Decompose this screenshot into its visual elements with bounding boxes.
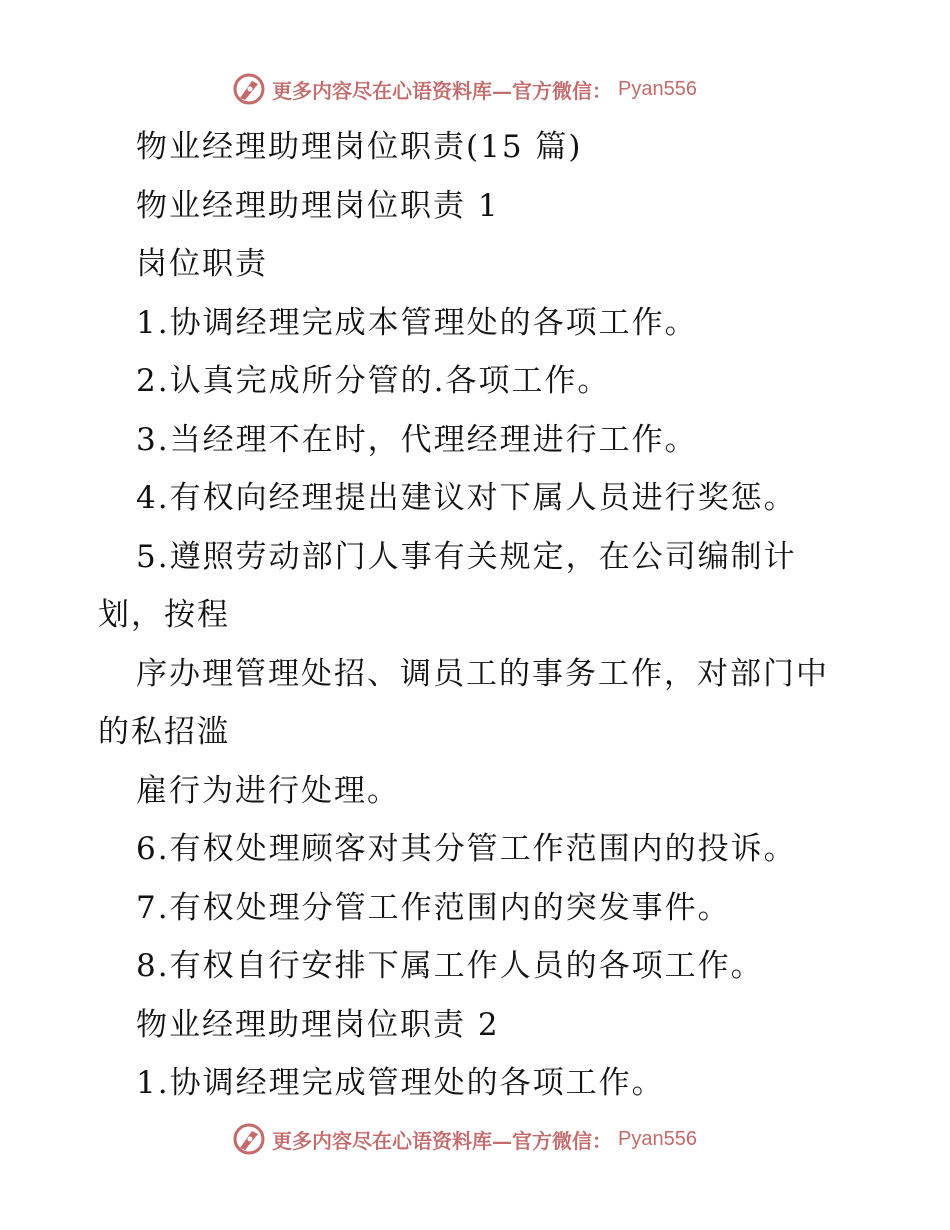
text-line: 7.有权处理分管工作范围内的突发事件。	[136, 889, 731, 926]
section-heading-2: 物业经理助理岗位职责 2	[136, 1006, 500, 1043]
document-body	[98, 118, 898, 1113]
text-line: 划，按程	[98, 597, 230, 633]
pen-nib-circle-logo-icon	[232, 72, 266, 106]
document-title: 物业经理助理岗位职责(15 篇)	[136, 129, 583, 165]
banner-text: 更多内容尽在心语资料库—官方微信：	[272, 78, 612, 103]
text-line: 1.协调经理完成本管理处的各项工作。	[136, 304, 698, 341]
text-line: 6.有权处理顾客对其分管工作范围内的投诉。	[136, 831, 797, 867]
banner-contact: Pyan556	[618, 77, 697, 100]
text-line: 2.认真完成所分管的.各项工作。	[136, 363, 611, 399]
text-line: 3.当经理不在时，代理经理进行工作。	[136, 421, 698, 458]
text-line: 序办理管理处招、调员工的事务工作，对部门中	[136, 655, 829, 692]
banner-text: 更多内容尽在心语资料库—官方微信：	[272, 1128, 612, 1153]
text-line: 雇行为进行处理。	[136, 772, 400, 809]
text-line: 4.有权向经理提出建议对下属人员进行奖惩。	[136, 480, 797, 516]
text-line: 5.遵照劳动部门人事有关规定，在公司编制计	[136, 538, 797, 575]
section-heading-1: 物业经理助理岗位职责 1	[136, 187, 500, 224]
banner-contact: Pyan556	[618, 1127, 697, 1150]
text-line: 1.协调经理完成管理处的各项工作。	[136, 1065, 665, 1101]
subheading: 岗位职责	[136, 246, 268, 282]
pen-nib-circle-logo-icon	[232, 1122, 266, 1156]
text-line: 的私招滥	[98, 714, 230, 750]
header-banner	[232, 71, 752, 107]
footer-banner	[232, 1121, 752, 1157]
text-line: 8.有权自行安排下属工作人员的各项工作。	[136, 948, 764, 984]
